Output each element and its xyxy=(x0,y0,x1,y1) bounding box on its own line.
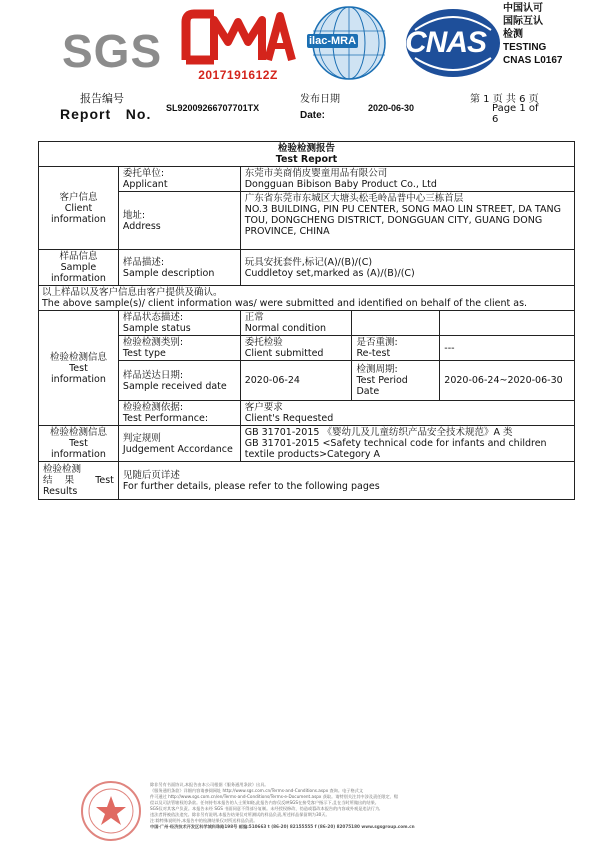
label-line: 检验检测 xyxy=(43,464,82,475)
table-row xyxy=(39,167,575,192)
cnas-line: 检测 xyxy=(503,29,523,40)
field-cn: 判定规则 xyxy=(122,432,161,444)
label-line: Client xyxy=(64,202,93,214)
field-cn: 是否重测: xyxy=(356,337,398,348)
report-no-label-cn: 报告编号 xyxy=(80,92,124,105)
label-en: Test xyxy=(95,475,114,486)
footer-line: 偿以及司法管辖权的条款。任何持有本报告的人士须知晓,此报告内容仅反映SGS在接受客户指示下,且在当时所做出的结果。 xyxy=(150,800,379,805)
table-row xyxy=(39,192,575,250)
test-performance-value xyxy=(240,401,574,426)
cnas-line: TESTING xyxy=(503,42,547,53)
table-row xyxy=(39,401,575,426)
sample-description-value xyxy=(240,250,574,286)
value-cn: 东莞市美商俏皮婴童用品有限公司 xyxy=(244,168,388,179)
table-row xyxy=(39,311,575,336)
label-line: information xyxy=(51,213,106,225)
title-en: Test Report xyxy=(275,154,338,165)
table-row xyxy=(39,361,575,401)
value-cn: 客户要求 xyxy=(244,402,283,413)
judgement-info-label xyxy=(39,426,119,462)
ilac-mra-logo xyxy=(305,4,393,82)
footer-line: 注:除特殊说明外,本报告中的检测结果仅对所送样品负责。 xyxy=(150,818,258,823)
test-type-label xyxy=(118,336,240,361)
label-line: Sample xyxy=(60,262,97,273)
cnas-accreditation-text xyxy=(503,2,562,67)
field-en: Date xyxy=(356,386,380,397)
field-cn: 地址: xyxy=(122,209,146,221)
table-row xyxy=(39,426,575,462)
footer-line: SGS仅对其客户负责。本报告未经 SGS 书面同意不得部分复制。未经授权修改、伪造或篡改本报告的内容或外观是违法行为, xyxy=(150,806,381,811)
field-cn: 检验检测依据: xyxy=(122,402,184,413)
value-cn: 广东省东莞市东城区大塘头松毛岭品普中心三栋首层 xyxy=(244,193,464,204)
table-row xyxy=(39,336,575,361)
date-label-cn: 发布日期 xyxy=(300,94,340,105)
table-row xyxy=(39,286,575,311)
date-label-en: Date: xyxy=(300,110,326,121)
field-en: Sample status xyxy=(122,323,191,334)
label-line: information xyxy=(51,273,106,284)
cnas-line: CNAS L0167 xyxy=(503,55,563,66)
value-en: Dongguan Bibison Baby Product Co., Ltd xyxy=(244,179,437,190)
value-cn: 委托检验 xyxy=(244,337,283,348)
sgs-logo xyxy=(62,22,162,78)
cma-mark-icon xyxy=(180,8,296,68)
results-value xyxy=(118,462,574,500)
empty-cell xyxy=(352,311,440,336)
sample-status-label xyxy=(118,311,240,336)
label-line: information xyxy=(51,449,106,460)
judgement-rule-value xyxy=(240,426,574,462)
date-value: 2020-06-30 xyxy=(368,103,415,113)
table-row xyxy=(39,462,575,500)
footer-terms xyxy=(150,782,550,830)
report-no-value: SL92009266707701TX xyxy=(166,103,260,113)
test-type-value xyxy=(240,336,352,361)
field-cn: 样品状态描述: xyxy=(122,312,184,323)
ilac-mra-label: ilac-MRA xyxy=(309,35,357,47)
table-title xyxy=(39,142,575,167)
empty-cell xyxy=(440,311,575,336)
label-cn: 结 果 xyxy=(43,475,75,486)
table-title-row xyxy=(39,142,575,167)
field-en: Re-test xyxy=(356,348,391,359)
sample-info-label xyxy=(39,250,119,286)
page-number-cn: 第 1 页 共 6 页 xyxy=(470,94,539,105)
value-cn: 见随后页详述 xyxy=(122,469,180,481)
test-info-label xyxy=(39,311,119,426)
field-cn: 样品描述: xyxy=(122,256,165,268)
label-line: 样品信息 xyxy=(59,251,98,262)
field-en: Address xyxy=(122,220,161,232)
value-cn: GB 31701-2015 《婴幼儿及儿童纺织产品安全技术规范》A 类 xyxy=(244,427,513,438)
cnas-logo xyxy=(405,8,501,78)
field-en: Applicant xyxy=(122,179,168,190)
page-en-line: Page 1 of xyxy=(492,103,539,114)
page-en-line: 6 xyxy=(492,114,499,125)
report-no-label-en: Report No. xyxy=(60,106,152,122)
field-en: Judgement Accordance xyxy=(122,443,233,455)
cnas-line: 中国认可 xyxy=(503,3,543,14)
table-row xyxy=(39,250,575,286)
field-cn: 检验检测类别: xyxy=(122,337,184,348)
sample-received-label xyxy=(118,361,240,401)
label-line: 检验检测信息 xyxy=(49,351,107,363)
inspection-seal xyxy=(80,780,142,842)
label-line: Results xyxy=(43,486,78,497)
retest-label xyxy=(352,336,440,361)
test-performance-label xyxy=(118,401,240,426)
test-period-label xyxy=(352,361,440,401)
judgement-rule-label xyxy=(118,426,240,462)
label-line xyxy=(43,475,114,486)
field-en: Test Period xyxy=(356,375,408,386)
sgs-logo-text: SGS xyxy=(62,25,163,77)
retest-value: --- xyxy=(440,336,575,361)
applicant-value xyxy=(240,167,574,192)
applicant-label xyxy=(118,167,240,192)
sample-received-value: 2020-06-24 xyxy=(240,361,352,401)
field-en: Test type xyxy=(122,348,166,359)
address-value xyxy=(240,192,574,250)
cma-logo xyxy=(180,8,296,86)
value-cn: 玩具安抚套件,标记(A)/(B)/(C) xyxy=(244,256,373,268)
field-cn: 委托单位: xyxy=(122,168,165,179)
test-period-value: 2020-06-24~2020-06-30 xyxy=(440,361,575,401)
cnas-logo-text: CNAS xyxy=(405,26,487,59)
footer-address: 中国·广州·经济技术开发区科学城科珠路198号 邮编:510663 t (86-20) 82155555 f (86-20) 82075180 www.sgsgroup.com.cn xyxy=(150,824,415,829)
field-en: Sample received date xyxy=(122,380,227,392)
value-en: GB 31701-2015 <Safety technical code for infants and children textile products>Category A xyxy=(244,438,547,460)
field-cn: 样品送达日期: xyxy=(122,369,184,381)
footer-line: 《服务通用条款》详细内容请参阅网址 http://www.sgs.com.cn/Terms-and-Conditions.aspx 查询。电子格式文 xyxy=(150,788,364,793)
value-en: For further details, please refer to the following pages xyxy=(122,480,380,492)
value-en: Client's Requested xyxy=(244,413,334,424)
test-report-table xyxy=(38,141,575,500)
client-info-label xyxy=(39,167,119,250)
sample-description-label xyxy=(118,250,240,286)
value-en: Cuddletoy set,marked as (A)/(B)/(C) xyxy=(244,267,415,279)
value-en: Normal condition xyxy=(244,323,327,334)
notice-en: The above sample(s)/ client information was/ were submitted and identified on behalf of the client as. xyxy=(42,298,528,309)
footer-line: 违法者将被依法追究。除非另有说明,本报告结果仅对所测试的样品负责,所述样品保留期为30天。 xyxy=(150,812,330,817)
title-cn: 检验检测报告 xyxy=(277,143,335,154)
red-seal-icon xyxy=(80,780,142,842)
page-number-en xyxy=(492,103,539,125)
footer-line: 除非另有书面协议,本报告由本公司根据《服务通用条款》出具。 xyxy=(150,782,269,787)
footer-line: 件可通过 http://www.sgs.com.cn/en/Terms-and-Conditions/Terms-e-Document.aspx 获取。请特别关注其中涉及责任限定、赔 xyxy=(150,794,399,799)
label-line: 客户信息 xyxy=(59,191,98,203)
address-label xyxy=(118,192,240,250)
value-en: Client submitted xyxy=(244,348,324,359)
notice-cn: 以上样品以及客户信息由客户提供及确认。 xyxy=(42,287,223,298)
field-en: Sample description xyxy=(122,267,215,279)
results-label xyxy=(39,462,119,500)
label-line: 检验检测信息 xyxy=(49,427,107,438)
value-en: NO.3 BUILDING, PIN PU CENTER, SONG MAO LIN STREET, DA TANG TOU, DONGCHENG DISTRICT, DONGGUAN CITY, GUANG DONG PROVINCE, CHINA xyxy=(244,204,561,237)
sample-notice xyxy=(39,286,575,311)
label-line: Test information xyxy=(51,362,106,385)
sample-status-value xyxy=(240,311,352,336)
cma-number: 2017191612Z xyxy=(198,68,278,82)
value-cn: 正常 xyxy=(244,312,264,323)
field-en: Test Performance: xyxy=(122,413,209,424)
cnas-line: 国际互认 xyxy=(503,16,543,27)
label-line: Test xyxy=(69,438,88,449)
field-cn: 检测周期: xyxy=(356,364,398,375)
